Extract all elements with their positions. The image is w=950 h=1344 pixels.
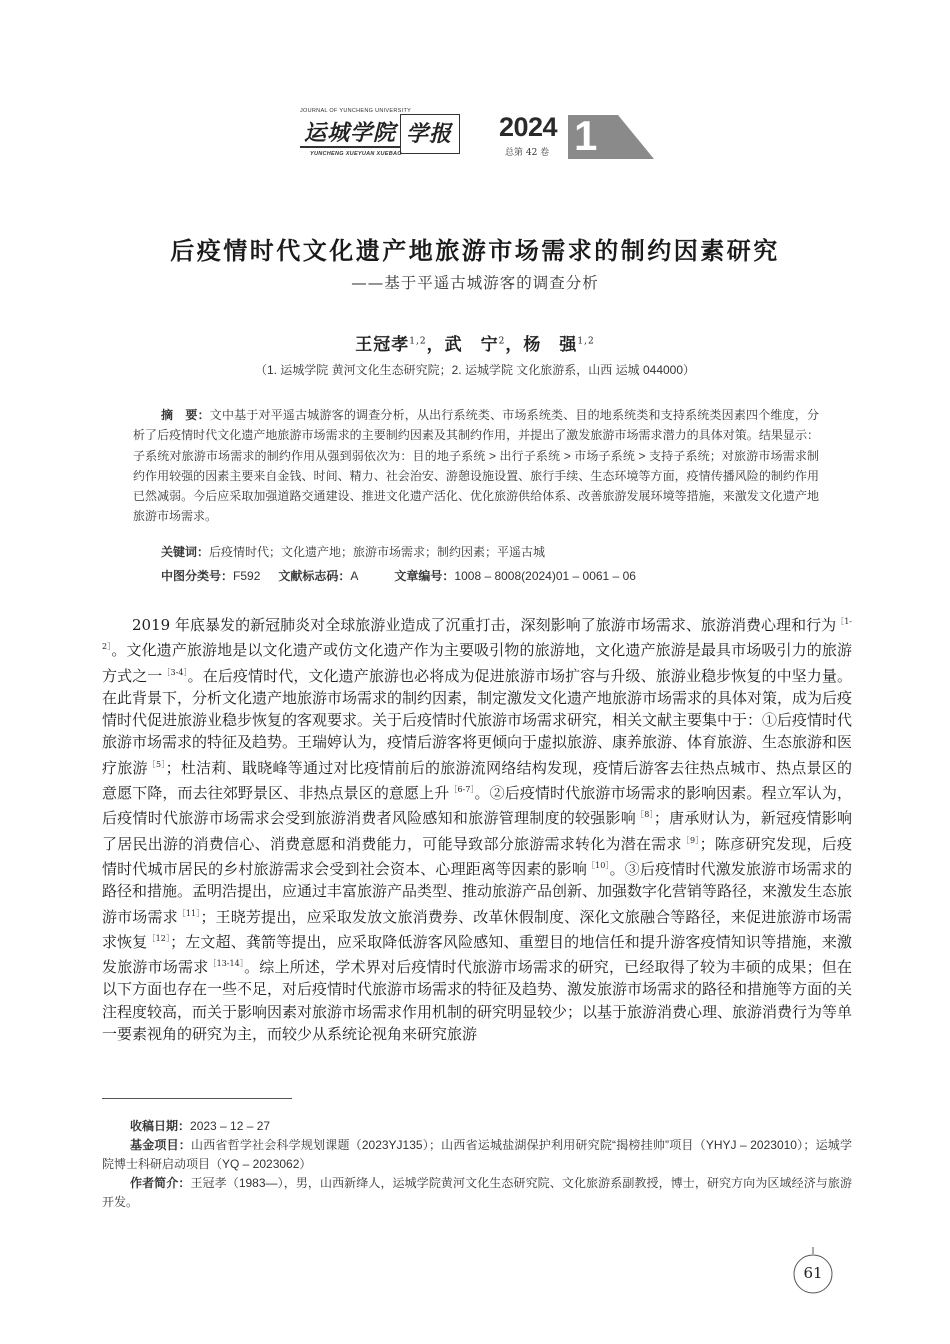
citation-ref: ［5］ <box>147 759 166 769</box>
received-date-note <box>102 1117 852 1136</box>
received-date-value: 2023 – 12 – 27 <box>190 1119 271 1133</box>
author-list <box>0 330 950 355</box>
issue-year: 2024 <box>499 112 558 142</box>
citation-ref: ［9］ <box>681 835 700 845</box>
page-number: 61 <box>803 1264 823 1282</box>
citation-ref: ［12］ <box>147 933 171 943</box>
citation-ref: ［1-2］ <box>102 617 852 652</box>
body-text: 。②后疫情时代旅游市场需求的影响因素。程立军认为，后疫情时代旅游市场需求会受到旅游消费者风险感知和旅游管理制度的较强影响 <box>102 784 852 828</box>
author-bio-label: 作者简介： <box>130 1176 191 1190</box>
citation-ref: ［13-14］ <box>208 959 245 969</box>
body-text: ；杜洁莉、戢晓峰等通过对比疫情前后的旅游流网络结构发现，疫情后游客去往热点城市、热点景区的意愿下降，而去往郊野景区、非热点景区的意愿上升 <box>102 758 852 803</box>
received-date-label: 收稿日期： <box>130 1119 191 1133</box>
author-bio-value: 王冠孝（1983—），男，山西新绛人，运城学院黄河文化生态研究院、文化旅游系副教授，博士，研究方向为区域经济与旅游开发。 <box>102 1176 852 1209</box>
journal-english-name-top: JOURNAL OF YUNCHENG UNIVERSITY <box>300 108 412 114</box>
abstract-label: 摘 要： <box>161 408 210 422</box>
footnotes <box>102 1117 852 1212</box>
journal-masthead <box>300 108 660 160</box>
body-text: ；唐承财认为，新冠疫情影响了居民出游的消费信心、消费意愿和消费能力，可能导致部分旅游需求转化为潜在需求 <box>102 809 852 853</box>
citation-ref: ［3-4］ <box>162 667 188 677</box>
keywords-label: 关键词： <box>161 545 210 559</box>
author-affiliation-mark: 1,2 <box>577 336 595 347</box>
abstract <box>133 405 819 527</box>
author-name: 武 宁 <box>444 335 499 355</box>
author-affiliations: （1. 运城学院 黄河文化生态研究院；2. 运城学院 文化旅游系，山西 运城 044000） <box>254 363 696 377</box>
keywords <box>161 543 545 560</box>
citation-ref: ［11］ <box>177 908 201 918</box>
body-text: ；王晓芳提出，应采取发放文旅消费券、改革休假制度、深化文旅融合等路径，来促进旅游市场需求恢复 <box>102 907 852 951</box>
doc-code-label: 文献标志码： <box>278 569 351 583</box>
body-text: 2019 年底暴发的新冠肺炎对全球旅游业造成了沉重打击，深刻影响了旅游市场需求、旅游消费心理和行为 <box>132 616 837 634</box>
body-text: ；陈彦研究发现，后疫情时代城市居民的乡村旅游需求会受到社会资本、心理距离等因素的影响 <box>102 834 852 878</box>
article-number-value: 1008 – 8008(2024)01 – 0061 – 06 <box>454 569 636 583</box>
body-text: ；左文超、龚箭等提出，应采取降低游客风险感知、重塑目的地信任和提升游客疫情知识等措施，来激发旅游市场需求 <box>102 932 852 977</box>
clc-value: F592 <box>233 569 261 583</box>
author-bio-note <box>102 1174 852 1212</box>
article-number-label: 文章编号： <box>394 569 455 583</box>
citation-ref: ［10］ <box>586 860 610 870</box>
author-name: 王冠孝 <box>355 335 410 355</box>
keywords-text: 后疫情时代；文化遗产地；旅游市场需求；制约因素；平遥古城 <box>209 545 546 559</box>
journal-english-name-bottom: YUNCHENG XUEYUAN XUEBAO <box>310 151 402 157</box>
body-text: 。③后疫情时代激发旅游市场需求的路径和措施。孟明浩提出，应通过丰富旅游产品类型、推动旅游产品创新、加强数字化营销等路径，来激发生态旅游市场需求 <box>102 859 853 926</box>
author-separator: ， <box>505 335 524 355</box>
article-title: 后疫情时代文化遗产地旅游市场需求的制约因素研究 <box>170 236 780 265</box>
author-affiliation-mark: 2 <box>498 336 506 347</box>
volume-label: 总第 42 卷 <box>505 148 550 158</box>
author-separator: ， <box>426 335 445 355</box>
issue-number: 1 <box>574 112 598 159</box>
citation-ref: ［6-7］ <box>449 785 475 795</box>
article-subtitle: ——基于平遥古城游客的调查分析 <box>351 274 599 292</box>
body-text: 。在后疫情时代，文化遗产旅游也必将成为促进旅游市场扩容与升级、旅游业稳步恢复的中坚力量。在此背景下，分析文化遗产地旅游市场需求的制约因素，制定激发文化遗产地旅游市场需求的具体对策，成为后疫情时代促进旅游业稳步恢复的客观要求。关于后疫情时代旅游市场需求研究，相关文献主要集中于：①后疫情时代旅游市场需求的特征及趋势。王瑞婷认为，疫情后游客将更倾向于虚拟旅游、康养旅游、体育旅游、生态旅游和医疗旅游 <box>102 666 853 777</box>
doc-code-value: A <box>350 569 359 583</box>
journal-chinese-name: 运城学院 <box>304 120 397 146</box>
masthead-underline <box>300 146 400 148</box>
fund-value: 山西省哲学社会科学规划课题（2023YJ135）；山西省运城盐湖保护利用研究院“揭榜挂帅”项目（YHYJ – 2023010）；运城学院博士科研启动项目（YQ – 2023062） <box>102 1138 852 1171</box>
body-paragraph <box>102 611 852 1045</box>
journal-chinese-name-boxed: 学报 <box>406 121 453 147</box>
citation-ref: ［8］ <box>636 810 654 820</box>
footnote-divider <box>102 1098 292 1099</box>
fund-note <box>102 1136 852 1174</box>
body-text: 。文化遗产旅游地是以文化遗产或仿文化遗产作为主要吸引物的旅游地，文化遗产旅游是最具市场吸引力的旅游方式之一 <box>102 641 852 685</box>
body-text: 。综上所述，学术界对后疫情时代旅游市场需求的研究，已经取得了较为丰硕的成果；但在以下方面也存在一些不足，对后疫情时代旅游市场需求的特征及趋势、激发旅游市场需求的路径和措施等方面的关注程度较高，而关于影响因素对旅游市场需求作用机制的研究明显较少；以基于旅游消费心理、旅游消费行为等单一要素视角的研究为主，而较少从系统论视角来研究旅游 <box>102 958 853 1044</box>
clc-label: 中图分类号： <box>161 569 234 583</box>
fund-label: 基金项目： <box>130 1138 192 1152</box>
abstract-text: 文中基于对平遥古城游客的调查分析，从出行系统类、市场系统类、目的地系统类和支持系统类因素四个维度，分析了后疫情时代文化遗产地旅游市场需求的主要制约因素及其制约作用，并提出了激发旅游市场需求潜力的具体对策。结果显示：子系统对旅游市场需求的制约作用从强到弱依次为：目的地子系统 > 出行子系统 > 市场子系统 > 支持子系统；对旅游市场需求制约作用较强的因素主要来自金钱、时间、精力、社会治安、游憩设施设置、旅行手续、生态环境等方面，疫情传播风险的制约作用已然减弱。今后应采取加强道路交通建设、推进文化遗产活化、优化旅游供给体系、改善旅游发展环境等措施，来激发文化遗产地旅游市场需求。 <box>133 408 819 524</box>
author-affiliation-mark: 1,2 <box>409 336 427 347</box>
author-name: 杨 强 <box>523 335 578 355</box>
classification-line <box>161 567 636 584</box>
